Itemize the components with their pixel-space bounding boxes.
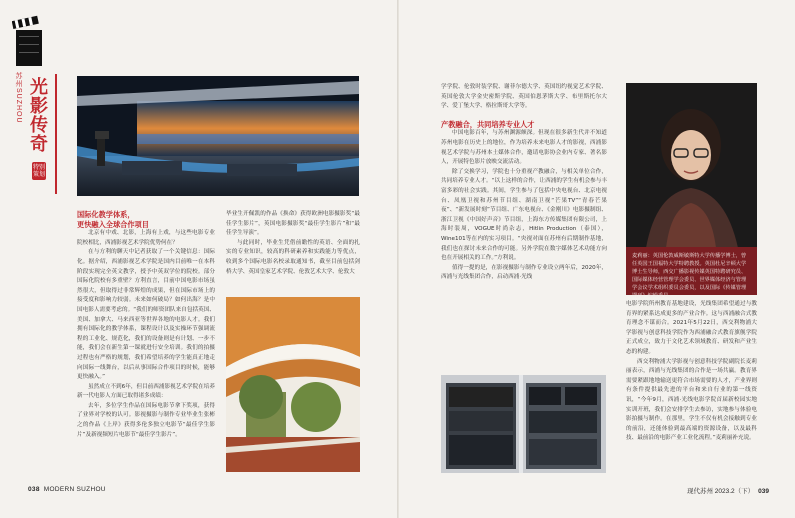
studio-photo	[77, 76, 359, 196]
section-heading-industry: 产教融合，共同培养专业人才	[441, 119, 535, 129]
page-number-right: 039	[758, 488, 769, 495]
issue-label: 现代苏州 2023.2（下）	[686, 488, 755, 495]
magazine-name: MODERN SUZHOU	[43, 486, 106, 493]
paragraph: 电影学院所州教育基地建设，光线集团希望通过与教育界的紧系达成更多的产业合作。这与西浦融合式教育理念不谋而合。2021年5月22日，西交利物浦大学影视与创意科技学院作为西浦融合式教育旗舰学院正式成立，致力于文化艺术领域教育、研发和产业生态的构建。	[626, 301, 757, 355]
page-number-left: 038	[28, 486, 40, 493]
paragraph: 虽然成立不到6年，但目前西浦影视艺术学院在培养新一代电影人方面已取得诸多成绩：	[77, 383, 215, 400]
column-4	[626, 300, 757, 444]
accent-divider	[55, 74, 57, 194]
paragraph: 在与方利的聊天中记者获取了一个关键信息：国际化。据介绍，西浦影视艺术学院是国内目前唯一在本科阶段实现完全英文教学，授予中英双学位的院校。部分国际化院校有多重壁？方利直言，目前中国电影市场虽然很大，但取得过非常辉煌的成果，但在国际市场上的接受度和影响力较弱。未来如何破局？如何出海？是中国电影人需要考虑的。“我们的师资团队来自包括英国、美国、加拿大、马来西亚等世界各地的电影人才。我们拥有国际化的教学体系，课程设计以及实操环节强调流程的工业化、规范化，我们的设备则是有计划、一步不能，我们会在新生第一课就进行安全培训。我们的拍摄过程也有严格的规划，我们希望培养的学生能真正地走向国际一线舞台，以后从事国际合作项目的时候，能够更快融入。”	[77, 249, 215, 381]
paragraph: 中国电影百年，与苏州渊源颇深。但现在很多新生代并不知道苏州电影在历史上的地位，作为培养未来电影人才的影视，西浦影视艺术学院与苏州本土媒体合作，邀请电影协会业内专家、著名影人，开展特色影片放映交流活动。	[441, 130, 607, 166]
city-cn: 苏州	[15, 72, 22, 88]
column-title: 光影传奇	[30, 77, 48, 155]
portrait-caption: 麦莉丽：英国伦敦威斯敏斯特大学传播学博士，曾任英国王国福特大学特聘教授。英国杜尼辛顿大学博士生导师，西交广播影视传媒英国特聘研究员、国际媒体经营管理学会委员、世界媒体经济与管理学会议学术组织委员会委员，以及国际《传媒管理期刊》编辑委员。	[626, 247, 757, 295]
column-badge: 特别策划	[32, 164, 45, 178]
clapperboard-icon	[12, 10, 46, 70]
paragraph: 北京有中戏、北影，上海有上戏，与这些电影专业院校相比，西浦影视艺术学院优势何在？	[77, 230, 215, 246]
campus-photo	[226, 297, 360, 472]
page-gutter	[397, 0, 399, 518]
column-3	[441, 83, 607, 283]
footer-right	[687, 486, 769, 495]
city-en: SUZHOU	[15, 88, 22, 124]
paragraph: 除了交换学习，学院也十分重视产教融合，与相关单位合作，共同培养专业人才。“以上这样的合作，让西浦的学生有机会参与丰富多彩的社会实践。其间，学生参与了包括中央电视台、北京电视台、凤凰卫视和苏州节目组、湖南卫视“芒果TV”“青春芒果夜”、“新发展时刻”节目组、广东电视台、《金刚川》电影摄制组、浙江卫视《中国好声音》节目组，上海东方传媒集团有限公司，上海时装周，VOGUE时尚杂志，Hitlin Production（泰国），Wine101等在内的实习项目。“央视对面在苏州有后期制作基地，我们也在探讨未来合作的可能。另外学院在数字媒体艺术功能方向也在开展相关的工作。”方利说。	[441, 168, 607, 262]
paragraph: 值得一提的是，在影视摄影与制作专业设立两年后，2020年，西浦与光线集团合作，启动西浦·光线	[441, 264, 607, 281]
equipment-photo	[441, 375, 606, 473]
paragraph: 与此同时，毕业生凭借前瞻性的英语、全面的扎实的专业知识，较高的科研素养和实践能力等优点，收到多个国际电影名校录取通知书，截至目前包括剑桥大学、英国皇家艺术学院、伦敦艺术大学、伦敦大	[226, 239, 360, 275]
portrait-photo	[626, 83, 757, 248]
paragraph: 去年，多位学生作品在国际电影节拿下奖项，获得了业界对学校的认可。影视摄影与制作专业毕业生张彬之的作品《上岸》获得多伦多独立电影节“最佳学生影片”及新视频短片电影节“最佳学生影片”。	[77, 402, 215, 438]
footer-left	[28, 486, 106, 493]
paragraph: 西交利物浦大学影视与创意科技学院副院长麦莉丽表示，西浦与光线集团的合作是一场共赢。教育界需要紧跟地地输送更符合市场需要的人才，产业界则有条件提供最先进的平台和来自行业的第一线资讯，“今年9月，西浦·光线电影学院首届新校园实地实训开班，我们会安排学生去参访，实地参与体验电影拍摄与制作。在那里，学生不仅有机会接触到专业的前沿，还能体验到最高端的资源设备，以及最科技、最前沿的电影产业工业化流程。”麦莉丽补充说。	[626, 358, 757, 442]
column-1	[77, 210, 215, 440]
paragraph: 学学院、伦敦时装学院、谢菲尔德大学、英国纽约视觉艺术学院、英国伦敦大学金史密斯学院、英国伯恩茅斯大学、布里斯托尔大学、爱丁堡大学、格拉斯哥大学等。	[441, 84, 607, 110]
column-2	[226, 210, 360, 277]
section-heading-intl-1: 国际化教学体系，	[77, 210, 135, 219]
section-heading-intl-2: 更快融入全球合作项目	[77, 219, 149, 229]
paragraph: 毕业生开佩凯的作品《换命》获得欧洲电影摄影奖“最佳学生影片”，英国电影摄影奖“最佳学生影片”和“最佳学生导演”。	[226, 211, 360, 237]
